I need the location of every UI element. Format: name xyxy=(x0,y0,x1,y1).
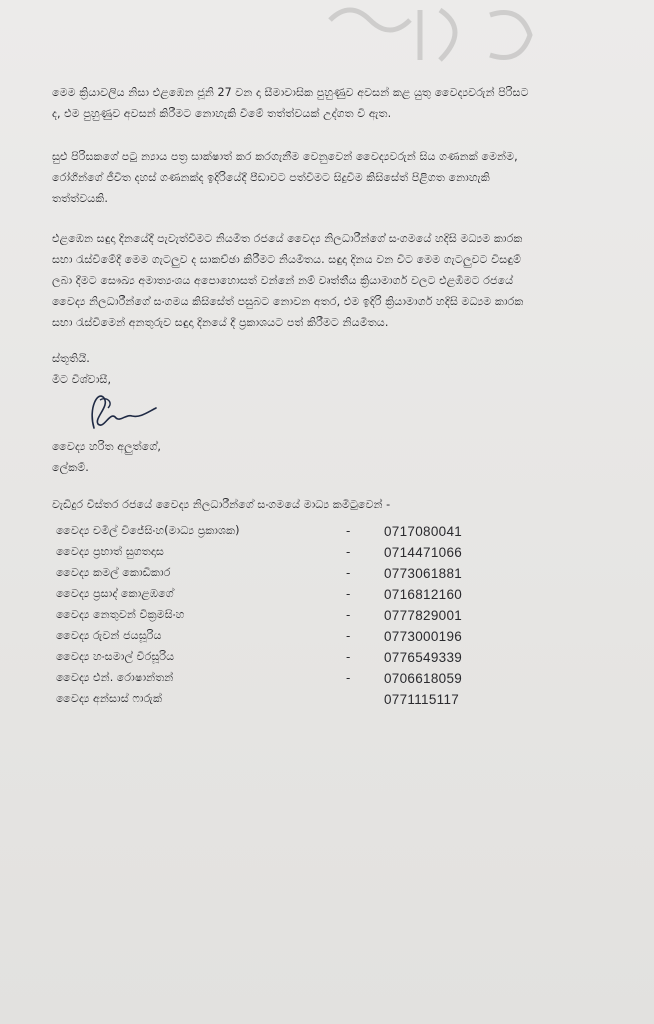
contact-name: වෛද්‍ය කමල් කොඩිකාර xyxy=(56,566,171,579)
contact-dash: - xyxy=(346,650,351,664)
paragraph-2 xyxy=(52,146,636,209)
signer-title: ලේකම්. xyxy=(52,461,89,474)
contact-phone: 0773000196 xyxy=(384,629,463,644)
text-line: මෙම ක්‍රියාවලිය නිසා එළඹෙන ජූනි 27 වන දා සීමාවාසික පුහුණුව අවසන් කළ යුතු වෛද්‍යවරුන් පිරිසට xyxy=(52,86,529,99)
contact-name: වෛද්‍ය නෙතුවන් වික්‍රමසිංහ xyxy=(56,608,185,621)
faithfully-line: මීට විශ්වාසී, xyxy=(52,373,112,386)
contact-dash: - xyxy=(346,671,351,685)
text-line: ලබා දීමට සෞඛ්‍ය අමාත්‍යංශය අපොහොසත් වන්නේ නම් වෘත්තීය ක්‍රියාමාර්ග වලට එළඹීමට රජයේ xyxy=(52,274,514,287)
contact-row xyxy=(56,692,616,713)
contact-row xyxy=(56,650,616,671)
contact-row xyxy=(56,545,616,566)
text-line: ද, එම පුහුණුව අවසන් කිරීමට නොහැකි වීමේ තත්ත්වයක් උද්ගත වී ඇත. xyxy=(52,107,392,120)
thanks-line: ස්තූතියි. xyxy=(52,352,90,365)
contact-row xyxy=(56,566,616,587)
text-line: සභා රැස්වීමෙන් අනතුරුව සඳුදා දිනයේ දී ප්‍රකාශයට පත් කිරීමට නියමිතය. xyxy=(52,316,389,329)
text-line: වෛද්‍ය නිලධාරීන්ගේ සංගමය කිසිසේත් පසුබට නොවන අතර, එම ඉදිරි ක්‍රියාමාර්ග හදිසි මධ්‍යම කාරක xyxy=(52,295,524,308)
contacts-heading: වැඩිදුර විස්තර රජයේ වෛද්‍ය නිලධාරීන්ගේ සංගමයේ මාධ්‍ය කමිටුවෙන් - xyxy=(52,498,391,511)
contact-name: වෛද්‍ය හංසමාල් වීරසූරිය xyxy=(56,650,175,663)
contact-row xyxy=(56,587,616,608)
letterhead-bleed-through xyxy=(300,0,580,70)
paragraph-1 xyxy=(52,82,636,124)
contact-phone: 0776549339 xyxy=(384,650,463,665)
contact-row xyxy=(56,608,616,629)
contact-dash: - xyxy=(346,587,351,601)
contact-dash: - xyxy=(346,566,351,580)
contact-name: වෛද්‍ය ප්‍රභාත් සුගතදාස xyxy=(56,545,164,558)
contact-row xyxy=(56,629,616,650)
contact-name: වෛද්‍ය රුවන් ජයසූරිය xyxy=(56,629,162,642)
contact-name: වෛද්‍ය චමිල් විජේසිංහ(මාධ්‍ය ප්‍රකාශක) xyxy=(56,524,240,537)
contact-phone: 0771115117 xyxy=(384,692,460,707)
contact-phone: 0716812160 xyxy=(384,587,463,602)
contact-dash: - xyxy=(346,545,351,559)
contact-row xyxy=(56,671,616,692)
signer-block xyxy=(52,436,636,478)
contact-phone: 0717080041 xyxy=(384,524,463,539)
contact-name: වෛද්‍ය ප්‍රසාද් කොළඹගේ xyxy=(56,587,174,600)
contact-row xyxy=(56,524,616,545)
contact-phone: 0777829001 xyxy=(384,608,463,623)
text-line: රෝගීන්ගේ ජීවිත දහස් ගණනක්ද ඉදිරියේදී පීඩාවට පත්වීමට සිදුවීම කිසිසේත් පිළිගත නොහැකි xyxy=(52,171,490,184)
contact-name: වෛද්‍ය එන්. රොෂාන්තන් xyxy=(56,671,174,684)
contact-phone: 0773061881 xyxy=(384,566,463,581)
text-line: සුළු පිරිසකගේ පටු න්‍යාය පත්‍ර සාක්ෂාත් කර කරගැනීම වෙනුවෙන් වෛද්‍යවරුන් සිය ගණනක් මෙන්ම, xyxy=(52,150,518,163)
contact-dash: - xyxy=(346,608,351,622)
paragraph-3 xyxy=(52,228,636,333)
contact-dash: - xyxy=(346,629,351,643)
closing xyxy=(52,348,636,390)
contact-dash: - xyxy=(346,524,351,538)
text-line: එළඹෙන සඳුදා දිනයේදී පැවැත්වීමට නියමිත රජයේ වෛද්‍ය නිලධාරීන්ගේ සංගමයේ හදිසි මධ්‍යම කාරක xyxy=(52,232,523,245)
contacts-list xyxy=(56,524,616,713)
signer-name: වෛද්‍ය හරිත අලුත්ගේ, xyxy=(52,440,161,453)
text-line: තත්ත්වයකි. xyxy=(52,192,108,205)
handwritten-signature xyxy=(80,388,160,438)
contact-phone: 0714471066 xyxy=(384,545,463,560)
text-line: සභා රැස්වීමේදී මෙම ගැටලුව ද සාකච්ඡා කිරීමට නියමිතය. සඳුදා දිනය වන විට මෙම ගැටලුවට විසඳුම් xyxy=(52,253,521,266)
contact-phone: 0706618059 xyxy=(384,671,463,686)
contact-name: වෛද්‍ය අන්සාස් ෆාරුක් xyxy=(56,692,163,705)
